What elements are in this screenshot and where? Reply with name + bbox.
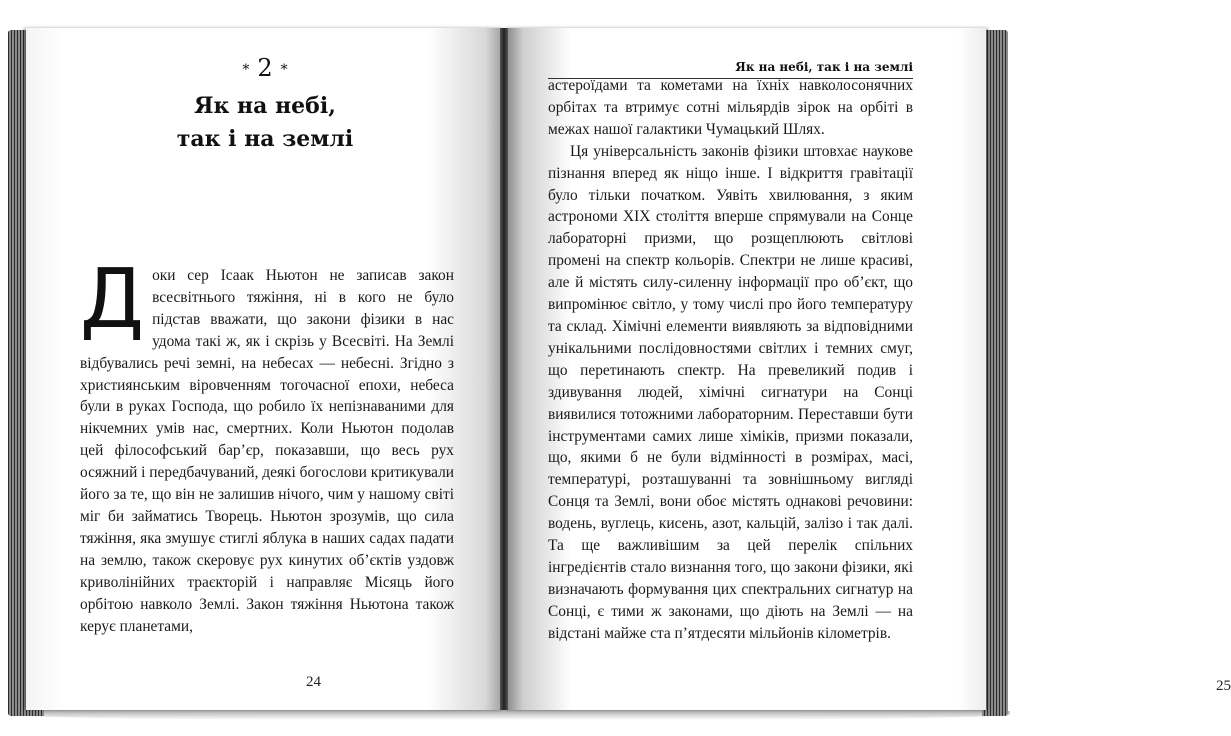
drop-cap: Д [80, 252, 145, 347]
body-paragraph: Ця універсальність законів фізики штовхає наукове пізнання вперед як ніщо інше. І відкриття гравітації було тільки початком. Уявіть хвилювання, з яким астрономи XIX століття вперше спрямували на Сонце лабораторні призми, що розщеплюють світлові промені на спектр кольорів. Спектри не лише красиві, але й містять силу-силенну інформації про об’єкт, що випромінює світло, у тому числі про його температуру та склад. Хімічні елементи виявляють за відповідними унікальними послідовностями світлих і темних смуг, що перетинають спектр. На превеликий подив і здивування людей, хімічні сигнатури на Сонці виявилися тотожними лабораторним. Переставши бути інструментами самих лише хіміків, призми показали, що, якими б не були відмінності в розмірах, масі, температурі, розташуванні та зовнішньому вигляді Сонця та Землі, вони обоє містять однакові речовини: водень, вуглець, кисень, азот, кальцій, залізо і так далі. Та ще важливішим за цей перелік спільних інгредієнтів стало визнання того, що закони фізики, які визначають формування цих спектральних сигнатур на Сонці, є тими ж законами, що діють на Землі — на відстані майже ста п’ятдесяти мільйонів кілометрів. [548, 142, 913, 642]
star-ornament: * [242, 61, 250, 78]
chapter-title-line: так і на землі [176, 126, 354, 152]
chapter-number [26, 54, 504, 82]
page-number: 25 [1216, 678, 1231, 694]
chapter-number-value: 2 [257, 54, 273, 82]
paragraph-text: оки сер Ісаак Ньютон не записав закон всесвітнього тяжіння, ні в кого не було підстав вважати, що закони фізики в нас удома такі ж, як і скрізь у Всесвіті. На Землі відбувались речі земні, на небесах — небесні. Згідно з християнським віровченням тогочасної епохи, небеса були в руках Господа, що робило їх непізнаваними для нікчемних умів нас, смертних. Коли Ньютон подолав цей філософський бар’єр, показавши, що весь рух осяжний і передбачуваний, деякі богослови критикували його за те, що він не залишив нічого, чим у нашому світі міг би займатись Творець. Ньютон зрозумів, що сила тяжіння, яка змушує стиглі яблука в наших садах падати на землю, також скеровує рух кинутих об’єктів уздовж криволінійних траєкторій і направляє Місяць його орбітою навколо Землі. Закон тяжіння Ньютона також керує планетами, [80, 267, 455, 635]
running-head: Як на небі, так і на землі [735, 60, 913, 74]
body-paragraph: астероїдами та кометами на їхніх навколосонячних орбітах та втримує сотні мільярдів зірок на орбіті в межах нашої галактики Чумацький Шлях. [548, 77, 913, 138]
right-body-text [548, 75, 913, 645]
book-gutter [500, 28, 508, 710]
chapter-title [26, 90, 504, 156]
star-ornament: * [280, 61, 288, 78]
page-number: 24 [306, 674, 321, 690]
chapter-title-line: Як на небі, [194, 93, 336, 119]
left-body-text [80, 252, 455, 637]
body-paragraph [80, 252, 455, 637]
